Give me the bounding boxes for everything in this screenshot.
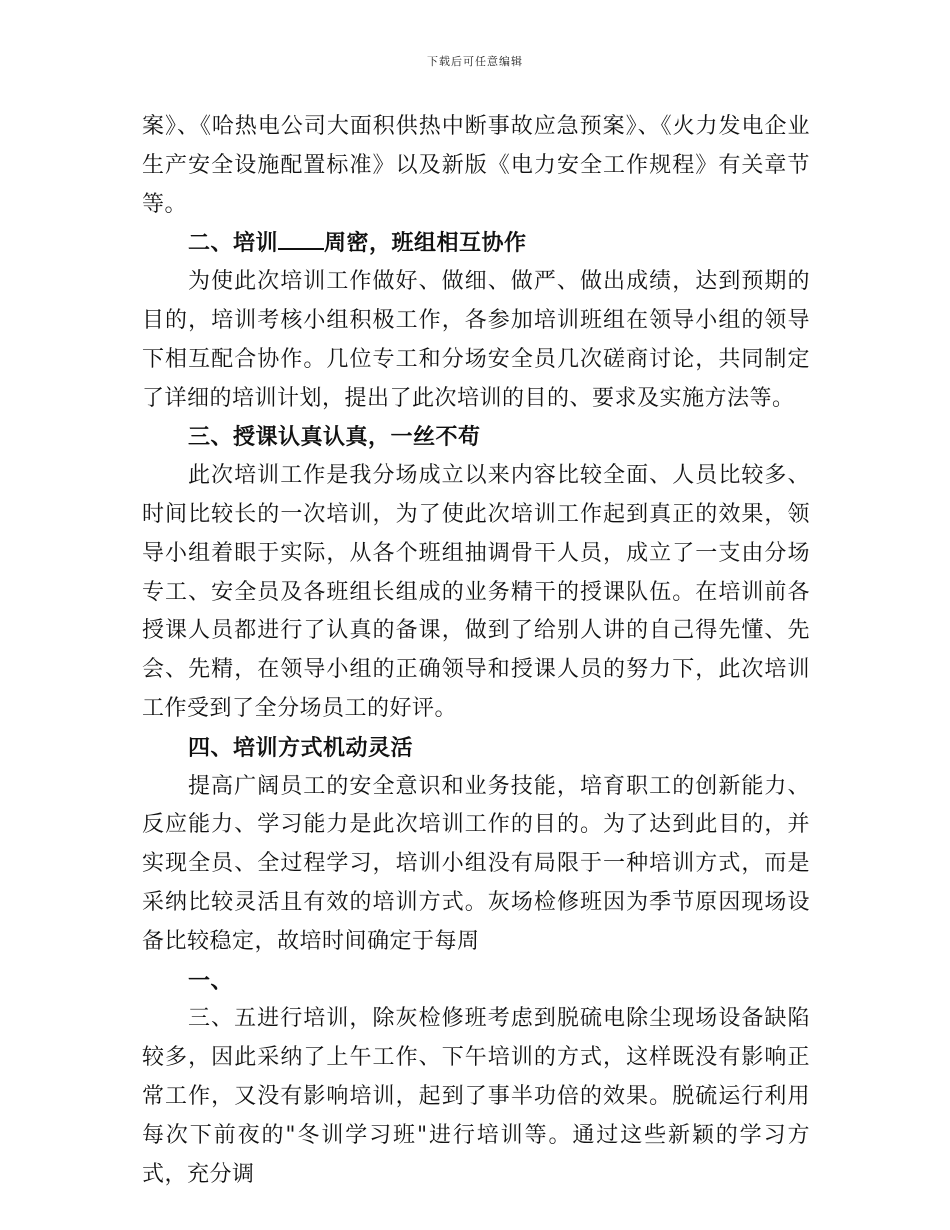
page-header-note: 下载后可任意编辑 xyxy=(427,55,523,68)
paragraph-1: 案》、《哈热电公司大面积供热中断事故应急预案》、《火力发电企业生产安全设施配置标准》以及新版《电力安全工作规程》有关章节等。 xyxy=(142,114,810,217)
heading-section-2-start: 二、培训 xyxy=(188,230,279,257)
fill-in-blank xyxy=(278,230,324,250)
heading-section-2 xyxy=(142,224,810,263)
heading-section-3: 三、授课认真认真，一丝不苟 xyxy=(188,424,481,451)
heading-section-2-end: 周密，班组相互协作 xyxy=(324,230,527,257)
heading-list-marker: 一、 xyxy=(188,967,234,994)
paragraph-5: 三、五进行培训，除灰检修班考虑到脱硫电除尘现场设备缺陷较多，因此采纳了上午工作、下午培训的方式，这样既没有影响正常工作，又没有影响培训，起到了事半功倍的效果。脱硫运行利用每次下前夜的"冬训学习班"进行培训等。通过这些新颖的学习方式，充分调 xyxy=(142,1006,810,1187)
document-body xyxy=(142,108,810,1194)
paragraph-2: 为使此次培训工作做好、做细、做严、做出成绩，达到预期的目的，培训考核小组积极工作，各参加培训班组在领导小组的领导下相互配合协作。几位专工和分场安全员几次磋商讨论，共同制定了详细的培训计划，提出了此次培训的目的、要求及实施方法等。 xyxy=(142,269,810,411)
paragraph-3: 此次培训工作是我分场成立以来内容比较全面、人员比较多、时间比较长的一次培训，为了使此次培训工作起到真正的效果，领导小组着眼于实际，从各个班组抽调骨干人员，成立了一支由分场专工、安全员及各班组长组成的业务精干的授课队伍。在培训前各授课人员都进行了认真的备课，做到了给别人讲的自己得先懂、先会、先精，在领导小组的正确领导和授课人员的努力下，此次培训工作受到了全分场员工的好评。 xyxy=(142,463,810,721)
heading-section-4: 四、培训方式机动灵活 xyxy=(188,734,414,761)
paragraph-4: 提高广阔员工的安全意识和业务技能，培育职工的创新能力、反应能力、学习能力是此次培训工作的目的。为了达到此目的，并实现全员、全过程学习，培训小组没有局限于一种培训方式，而是采纳比较灵活且有效的培训方式。灰场检修班因为季节原因现场设备比较稳定，故培时间确定于每周 xyxy=(142,773,810,954)
